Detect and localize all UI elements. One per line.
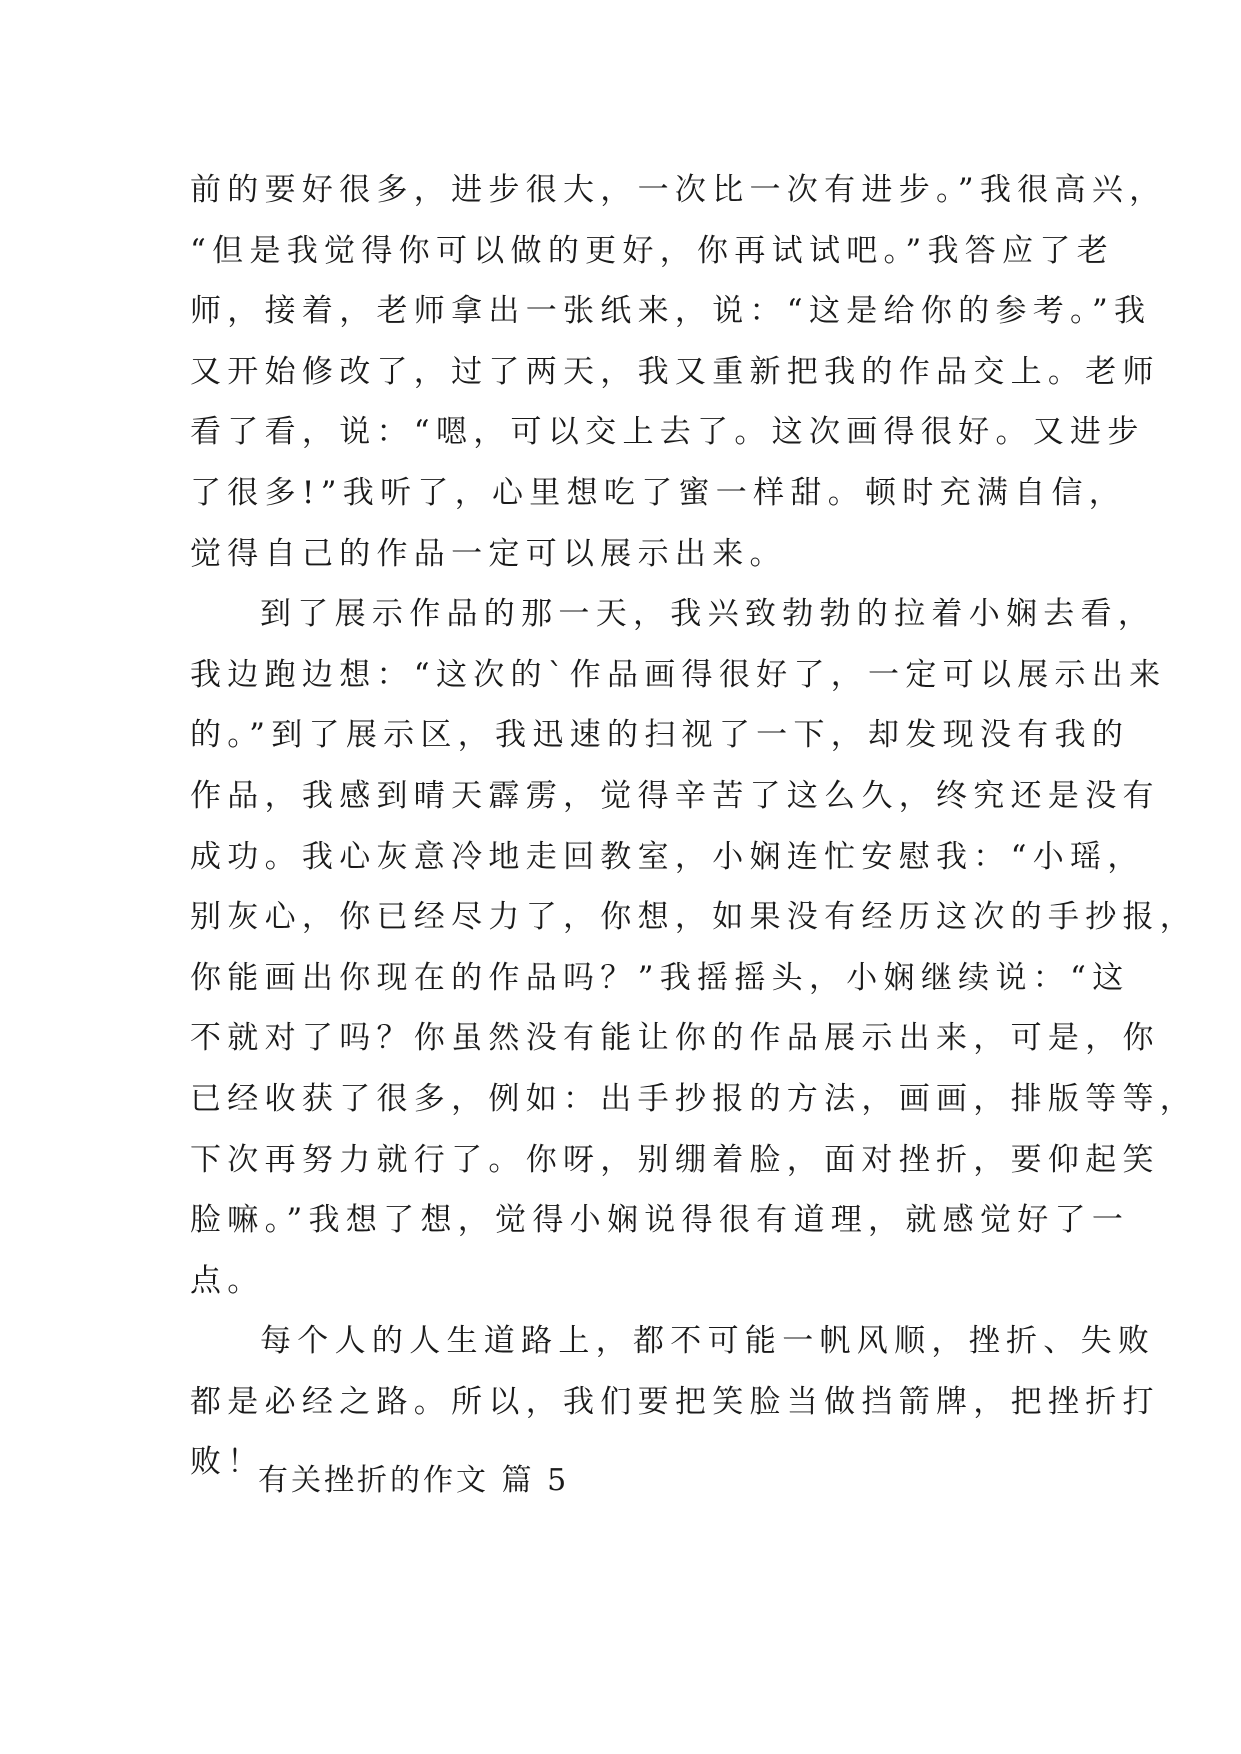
- section-heading: 有关挫折的作文 篇 5: [258, 1463, 570, 1498]
- text-line: “但是我觉得你可以做的更好，你再试试吧。”我答应了老: [190, 232, 1114, 269]
- text-line: 脸嘛。”我想了想，觉得小娴说得很有道理，就感觉好了一: [190, 1202, 1130, 1239]
- text-line: 我边跑边想：“这次的`作品画得很好了，一定可以展示出来: [190, 656, 1167, 693]
- text-line: 不就对了吗？你虽然没有能让你的作品展示出来，可是，你: [190, 1020, 1160, 1057]
- text-line: 到了展示作品的那一天，我兴致勃勃的拉着小娴去看，: [260, 596, 1156, 633]
- text-line: 下次再努力就行了。你呀，别绷着脸，面对挫折，要仰起笑: [190, 1141, 1160, 1178]
- article-body: [190, 160, 1198, 1493]
- text-line: 别灰心，你已经尽力了，你想，如果没有经历这次的手抄报，: [190, 899, 1198, 936]
- text-line: 已经收获了很多，例如：出手抄报的方法，画画，排版等等，: [190, 1080, 1198, 1117]
- text-line: 又开始修改了，过了两天，我又重新把我的作品交上。老师: [190, 353, 1160, 390]
- text-line: 的。”到了展示区，我迅速的扫视了一下，却发现没有我的: [190, 717, 1130, 754]
- paragraph: [190, 584, 1198, 1311]
- text-line: 每个人的人生道路上，都不可能一帆风顺，挫折、失败: [260, 1323, 1156, 1360]
- text-line: 都是必经之路。所以，我们要把笑脸当做挡箭牌，把挫折打: [190, 1383, 1160, 1420]
- text-line: 前的要好很多，进步很大，一次比一次有进步。”我很高兴，: [190, 172, 1167, 208]
- paragraph: [190, 160, 1167, 584]
- text-line: 觉得自己的作品一定可以展示出来。: [190, 535, 787, 572]
- text-line: 看了看，说：“嗯，可以交上去了。这次画得很好。又进步: [190, 414, 1145, 451]
- text-line: 师，接着，老师拿出一张纸来，说：“这是给你的参考。”我: [190, 293, 1152, 330]
- text-line: 你能画出你现在的作品吗？”我摇摇头，小娴继续说：“这: [190, 959, 1130, 996]
- text-line: 了很多!”我听了，心里想吃了蜜一样甜。顿时充满自信，: [190, 474, 1127, 511]
- text-line: 败！: [190, 1444, 265, 1481]
- text-line: 作品，我感到晴天霹雳，觉得辛苦了这么久，终究还是没有: [190, 777, 1160, 814]
- text-line: 点。: [190, 1262, 265, 1299]
- text-line: 成功。我心灰意冷地走回教室，小娴连忙安慰我：“小瑶，: [190, 838, 1145, 875]
